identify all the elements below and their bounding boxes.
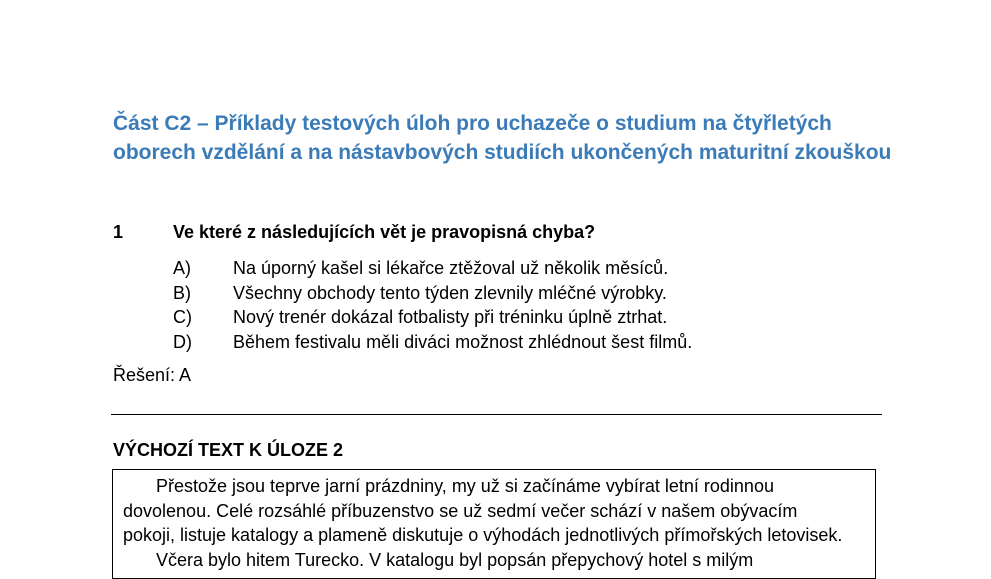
option-letter: D) [173,331,192,352]
source-text-line: pokoji, listuje katalogy a plameně diskutuje o výhodách jednotlivých přímořských letovisek. [123,525,843,545]
source-text-line: Včera bylo hitem Turecko. V katalogu byl popsán přepychový hotel s milým [156,549,754,570]
option-letter: B) [173,282,191,303]
source-text-line: dovolenou. Celé rozsáhlé příbuzenstvo se už sedmí večer schází v našem obývacím [123,500,798,521]
question-text: Ve které z následujících vět je pravopisná chyba? [173,222,596,242]
source-text-box [112,469,876,579]
option-text: Na úporný kašel si lékařce ztěžoval už několik měsíců. [233,258,669,278]
option-text: Během festivalu měli diváci možnost zhlédnout šest filmů. [233,331,693,352]
option-letter: A) [173,258,191,278]
question-number: 1 [113,222,124,242]
section-title: Část C2 – Příklady testových úloh pro uchazeče o studium na čtyřletých oborech vzdělání a na nástavbových studiích ukončených maturitní zkouškou [113,112,892,164]
option-text: Všechny obchody tento týden zlevnily mléčné výrobky. [233,282,667,303]
divider-line [111,414,882,415]
source-text-line: Přestože jsou teprve jarní prázdniny, my už si začínáme vybírat letní rodinnou [156,476,774,496]
solution: Řešení: A [113,365,192,385]
option-letter: C) [173,307,192,327]
source-text-heading: VÝCHOZÍ TEXT K ÚLOZE 2 [113,440,344,460]
option-text: Nový trenér dokázal fotbalisty při tréninku úplně ztrhat. [233,307,668,327]
